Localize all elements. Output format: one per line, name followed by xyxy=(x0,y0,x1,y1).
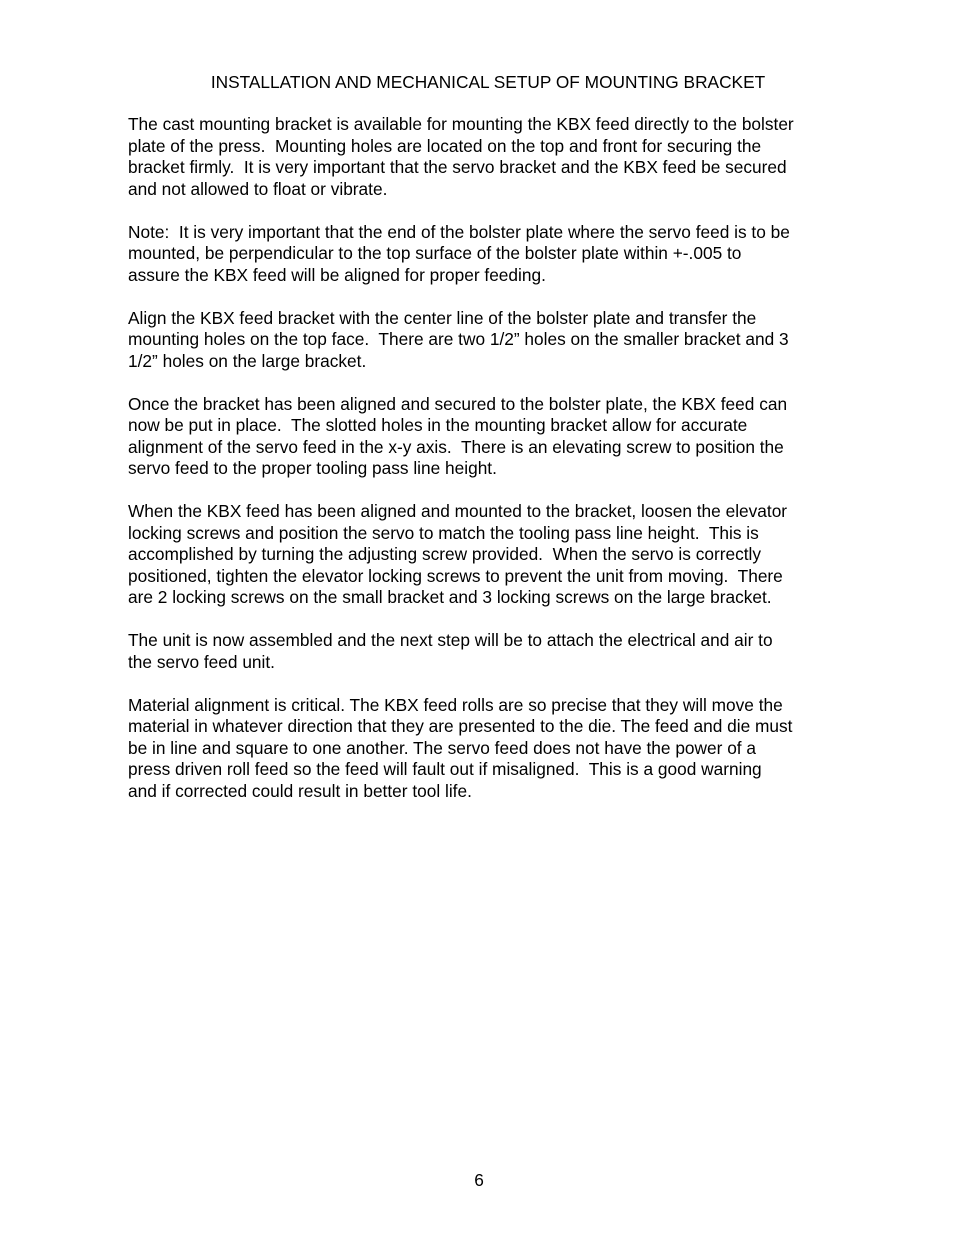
paragraph-align-bracket xyxy=(128,308,868,373)
text-line: The unit is now assembled and the next step will be to attach the electrical and air to xyxy=(128,630,773,650)
text-line: press driven roll feed so the feed will fault out if misaligned. This is a good warning xyxy=(128,759,762,779)
text-line: The cast mounting bracket is available for mounting the KBX feed directly to the bolster xyxy=(128,114,794,134)
paragraph-bracket-overview xyxy=(128,114,868,200)
page-number: 6 xyxy=(474,1170,484,1190)
text-line: positioned, tighten the elevator locking screws to prevent the unit from moving. There xyxy=(128,565,783,586)
text-line: and if corrected could result in better tool life. xyxy=(128,780,472,801)
paragraph-elevator-adjust xyxy=(128,501,868,609)
paragraph-next-step xyxy=(128,630,868,673)
text-line: Material alignment is critical. The KBX feed rolls are so precise that they will move the xyxy=(128,694,783,715)
text-line: mounting holes on the top face. There are two 1/2” holes on the smaller bracket and 3 xyxy=(128,329,789,349)
text-line: Once the bracket has been aligned and secured to the bolster plate, the KBX feed can xyxy=(128,393,788,414)
text-line: plate of the press. Mounting holes are located on the top and front for securing the xyxy=(128,135,762,156)
paragraph-material-alignment xyxy=(128,695,868,803)
text-line: alignment of the servo feed in the x-y axis. There is an elevating screw to position the xyxy=(128,436,784,457)
text-line: material in whatever direction that they are presented to the die. The feed and die must xyxy=(128,716,793,736)
text-line: and not allowed to float or vibrate. xyxy=(128,178,388,199)
text-line: Align the KBX feed bracket with the center line of the bolster plate and transfer the xyxy=(128,307,757,328)
text-line: now be put in place. The slotted holes in the mounting bracket allow for accurate xyxy=(128,415,748,435)
document-body xyxy=(128,114,868,824)
text-line: When the KBX feed has been aligned and mounted to the bracket, loosen the elevator xyxy=(128,501,788,521)
page-title: INSTALLATION AND MECHANICAL SETUP OF MOUNTING BRACKET xyxy=(210,72,766,92)
paragraph-note xyxy=(128,222,868,287)
text-line: 1/2” holes on the large bracket. xyxy=(128,350,367,371)
paragraph-place-feed xyxy=(128,394,868,480)
text-line: mounted, be perpendicular to the top surface of the bolster plate within +-.005 to xyxy=(128,243,742,263)
text-line: accomplished by turning the adjusting screw provided. When the servo is correctly xyxy=(128,544,761,564)
text-line: servo feed to the proper tooling pass line height. xyxy=(128,458,497,478)
text-line: bracket firmly. It is very important that the servo bracket and the KBX feed be secured xyxy=(128,157,787,177)
text-line: Note: It is very important that the end of the bolster plate where the servo feed is to be xyxy=(128,221,790,242)
text-line: assure the KBX feed will be aligned for proper feeding. xyxy=(128,264,546,285)
text-line: the servo feed unit. xyxy=(128,651,275,672)
text-line: are 2 locking screws on the small bracket and 3 locking screws on the large bracket. xyxy=(128,587,772,607)
text-line: locking screws and position the servo to match the tooling pass line height. This is xyxy=(128,522,759,543)
text-line: be in line and square to one another. The servo feed does not have the power of a xyxy=(128,737,757,758)
